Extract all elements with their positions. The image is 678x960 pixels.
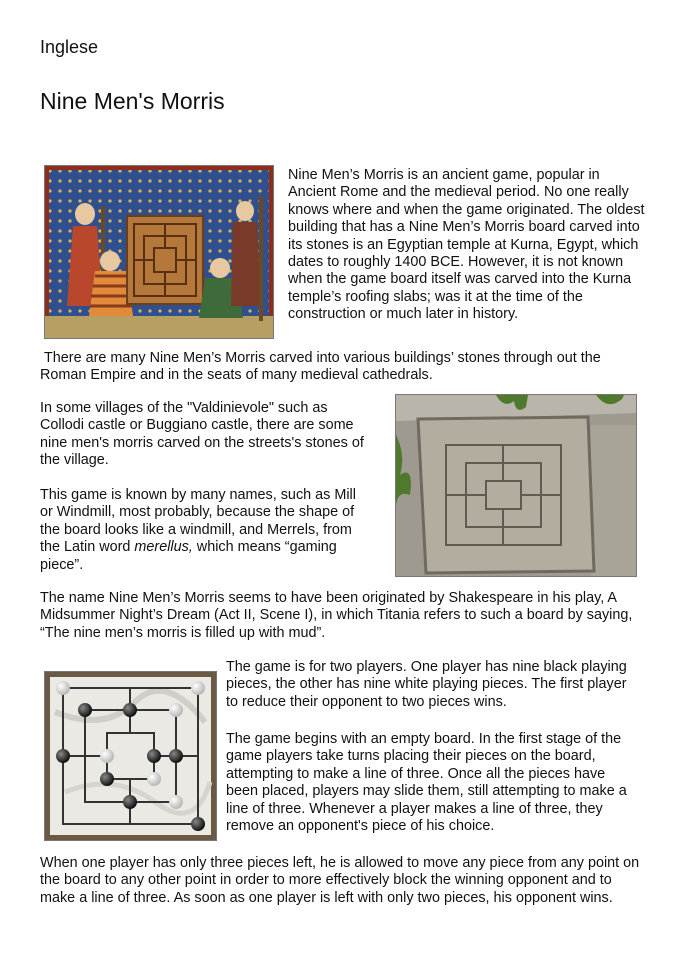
endgame-paragraph: When one player has only three pieces left, he is allowed to move any piece from any point on the board to any other point in order to more effectively block the winning opponent and to make a line of three. As soon as one player is left with only two pieces, his opponent wins.: [40, 855, 640, 906]
document-label: Inglese: [40, 37, 99, 57]
villages-paragraph: In some villages of the "Valdinievole" such as Collodi castle or Buggiano castle, there are some nine men's morris carved on the streets's stones of the village.: [40, 400, 364, 469]
carved-stone-image: [395, 394, 637, 577]
game-stage-paragraph: The game begins with an empty board. In the first stage of the game players take turns placing their pieces on the board, attempting to make a line of three. Once all the pieces have been placed, players may slide them, still attempting to make a line of three. Whenever a player makes a line of three, they remove an opponent's piece of his choice.: [226, 731, 627, 835]
names-paragraph: [40, 487, 370, 574]
names-text-end: which means “gaming piece”.: [40, 539, 337, 573]
medieval-players-image: [44, 165, 274, 339]
names-text-start: This game is known by many names, such as Mill or Windmill, most probably, because the shape of the board looks like a windmill, and Merrels, from the Latin word: [40, 487, 356, 556]
latin-word: merellus,: [134, 539, 193, 556]
players-paragraph: The game is for two players. One player has nine black playing pieces, the other has nine white playing pieces. The first player to reduce their opponent to two pieces wins.: [226, 659, 627, 710]
morris-board-image: [44, 671, 217, 841]
page-title: Nine Men's Morris: [40, 88, 225, 114]
roman-empire-paragraph: There are many Nine Men’s Morris carved into various buildings’ stones through out the Roman Empire and in the seats of many medieval cathedrals.: [40, 350, 605, 384]
intro-paragraph: Nine Men’s Morris is an ancient game, popular in Ancient Rome and the medieval period. No one really knows where and when the game originated. The oldest building that has a Nine Men’s Morris board carved into its stones is an Egyptian temple at Kurna, Egypt, which dates to roughly 1400 BCE. However, it is not known when the game board itself was carved into the Kurna temple’s roofing slabs; was it at the time of the construction or much later in history.: [288, 167, 645, 323]
shakespeare-paragraph: The name Nine Men’s Morris seems to have been originated by Shakespeare in his play, A Midsummer Night’s Dream (Act II, Scene I), in which Titania refers to such a board by saying, “The nine men’s morris is filled up with mud”.: [40, 590, 633, 641]
